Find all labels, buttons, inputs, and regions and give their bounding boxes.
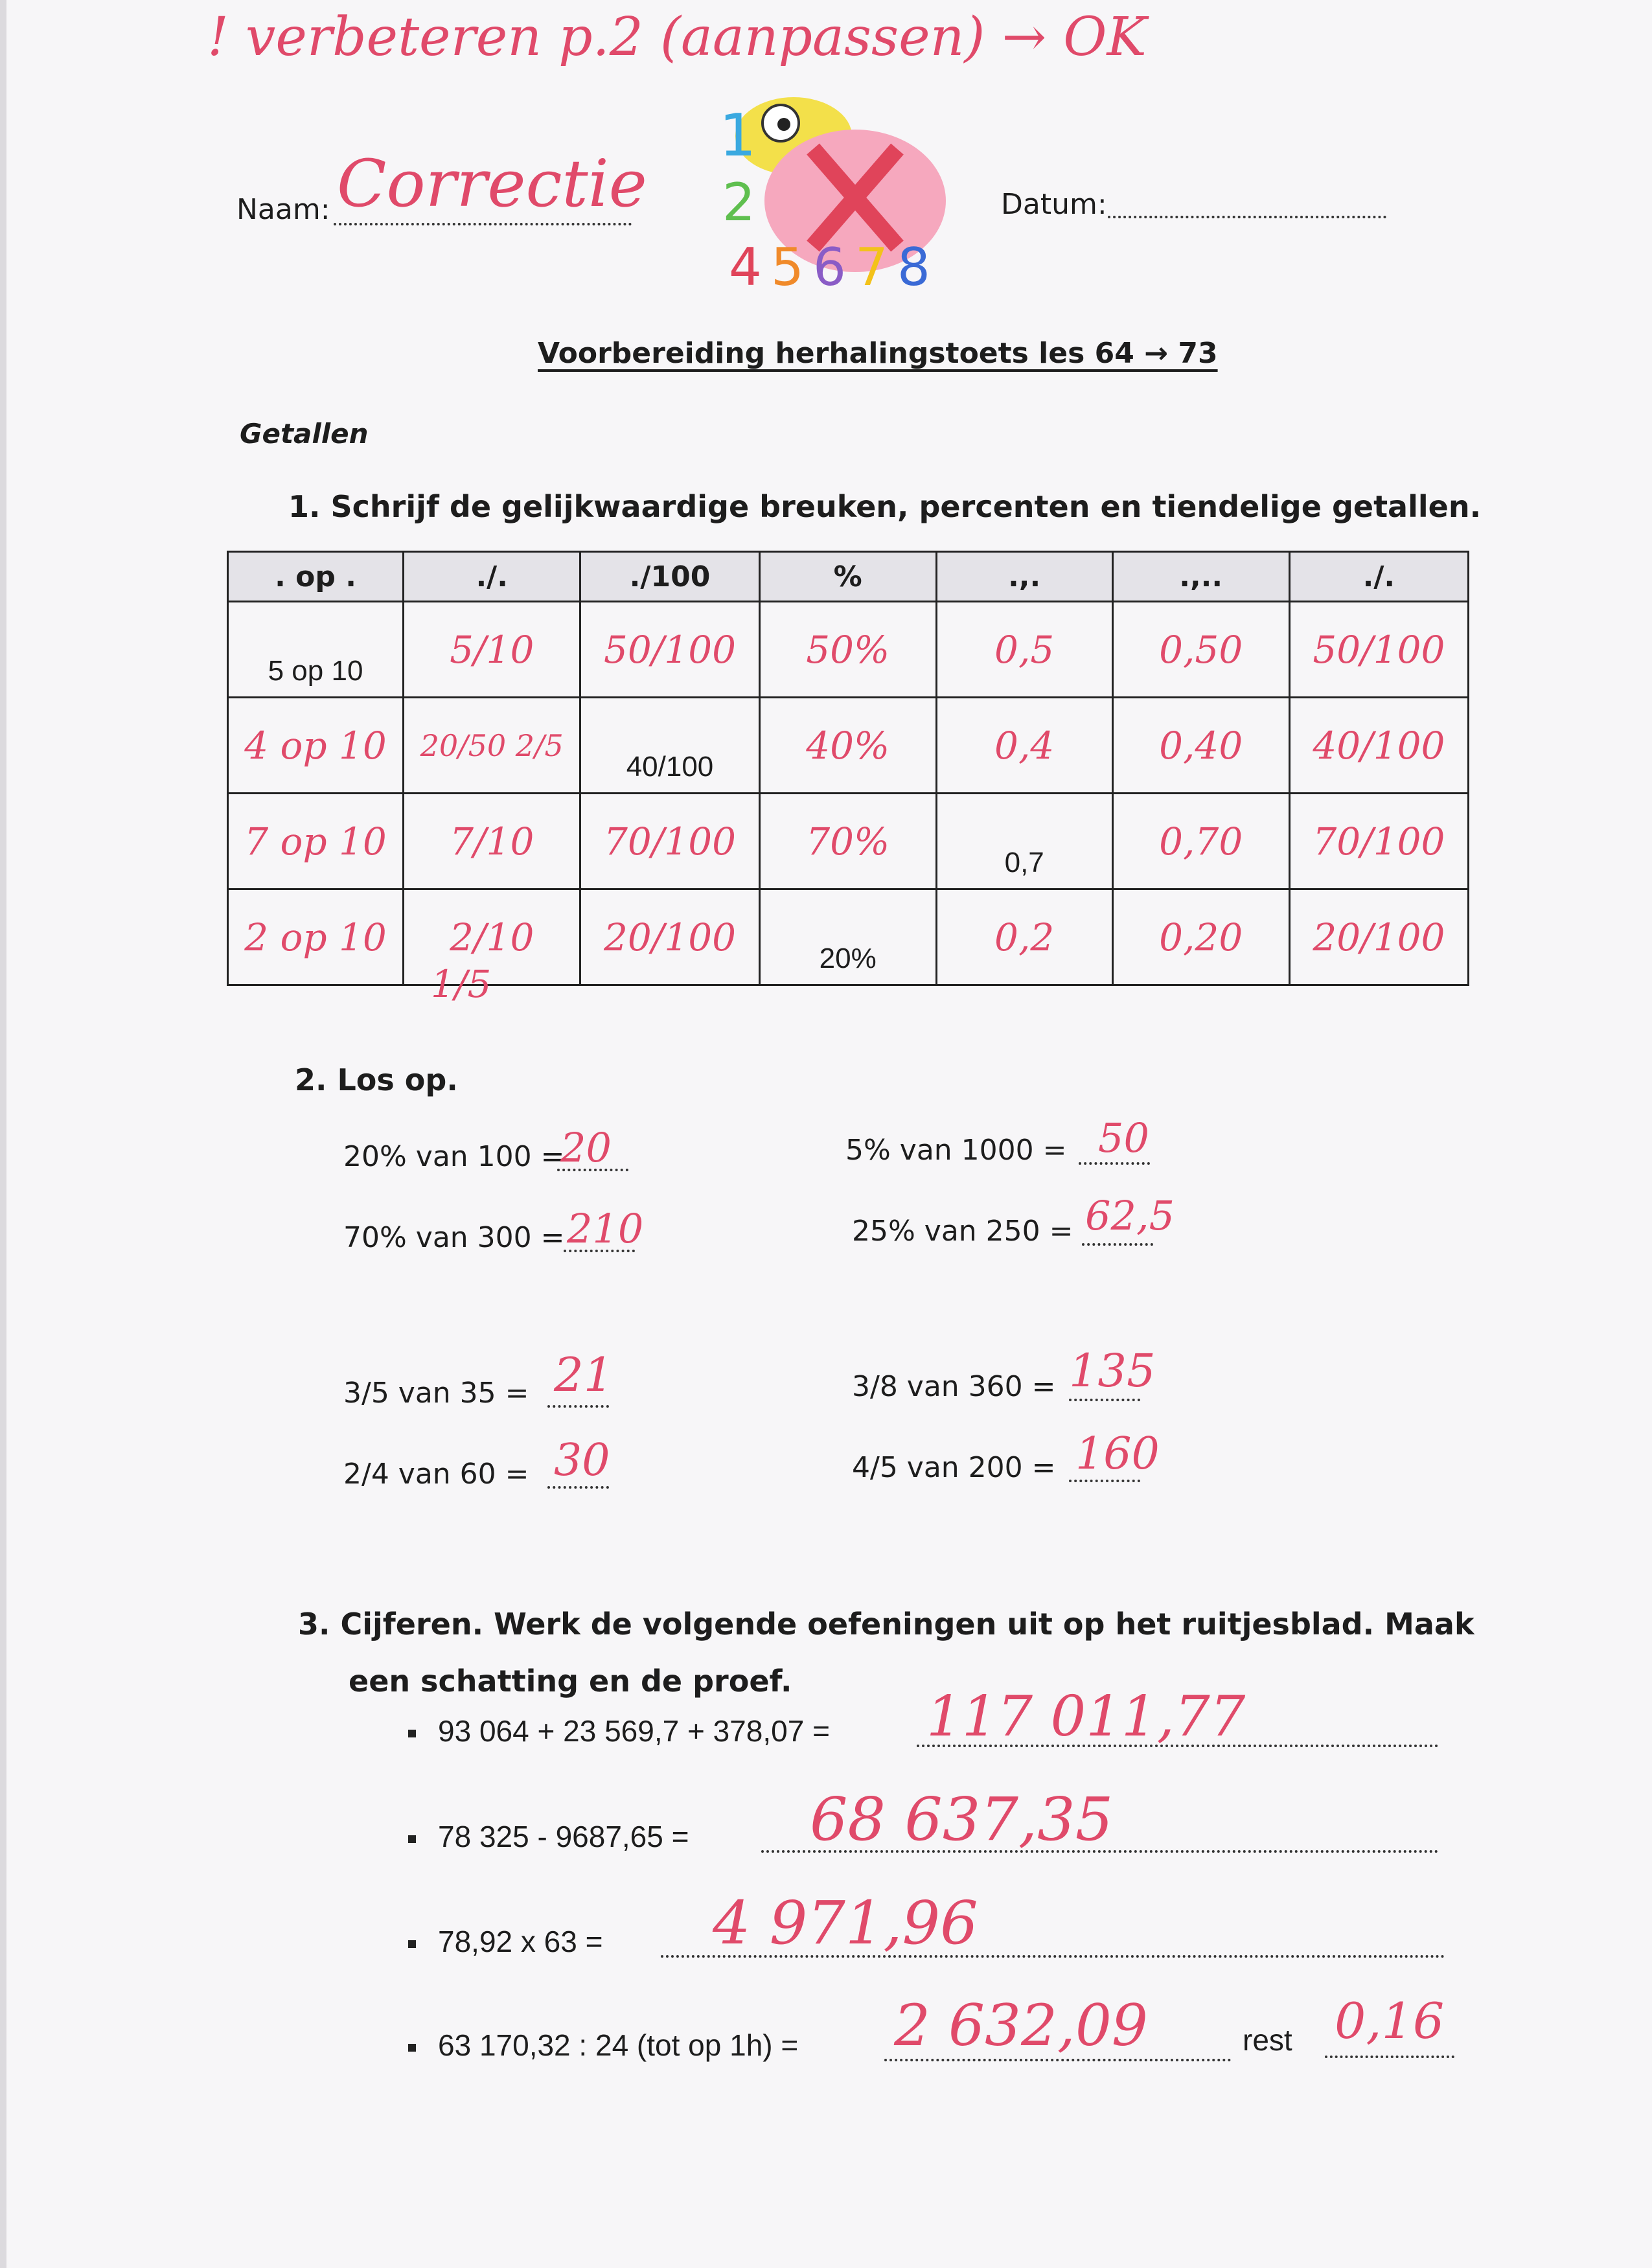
- svg-text:2: 2: [722, 172, 755, 233]
- q2-item-answer: 21: [554, 1347, 614, 1402]
- table-cell: 70%: [759, 794, 936, 889]
- table-cell: 0,70: [1112, 794, 1289, 889]
- q2-item-answer: 30: [554, 1435, 610, 1486]
- q2-item-label: 25% van 250 =: [852, 1215, 1073, 1248]
- exercise-answer: 68 637,35: [810, 1785, 1114, 1854]
- column-header: ./.: [1289, 552, 1468, 602]
- section-heading: Getallen: [240, 418, 369, 450]
- table-cell: 0,5: [936, 602, 1112, 698]
- q2-item-answer: 210: [567, 1205, 644, 1252]
- q2-item-answer: 20: [560, 1124, 612, 1171]
- table-cell: 20/50 2/5: [404, 698, 580, 794]
- q2-item-answer: 160: [1075, 1428, 1160, 1480]
- top-correction-note: ! verbeteren p.2 (aanpassen) → OK: [207, 6, 1147, 68]
- conversion-table: [227, 551, 1469, 986]
- q2-item-label: 4/5 van 200 =: [852, 1451, 1056, 1484]
- date-label: Datum:: [1001, 188, 1107, 221]
- table-cell: 7/10: [404, 794, 580, 889]
- q2-prompt: 2. Los op.: [295, 1062, 458, 1097]
- column-header: ./.: [404, 552, 580, 602]
- table-cell: 4 op 10: [228, 698, 404, 794]
- rest-answer: 0,16: [1335, 1992, 1445, 2050]
- page-edge: [0, 0, 6, 2268]
- q3-prompt-line2: een schatting en de proef.: [349, 1664, 792, 1699]
- exercise-answer: 4 971,96: [713, 1888, 978, 1958]
- exercise-label: 63 170,32 : 24 (tot op 1h) =: [438, 2028, 799, 2062]
- numbers-mascot-logo: [709, 78, 956, 298]
- table-cell: 2 op 10: [228, 889, 404, 985]
- table-cell: 5 op 10: [228, 602, 404, 698]
- table-margin-note: 1/5: [431, 962, 492, 1006]
- table-cell: 0,7: [936, 794, 1112, 889]
- q3-prompt-line1: 3. Cijferen. Werk de volgende oefeningen uit op het ruitjesblad. Maak: [298, 1607, 1474, 1642]
- table-cell: 0,50: [1112, 602, 1289, 698]
- exercise-row: [408, 1819, 689, 1854]
- column-header: ./100: [580, 552, 759, 602]
- table-row: [228, 794, 1469, 889]
- name-label: Naam:: [236, 193, 330, 226]
- bullet-icon: [408, 1940, 416, 1948]
- q1-prompt: 1. Schrijf de gelijkwaardige breuken, percenten en tiendelige getallen.: [288, 489, 1482, 524]
- q2-item-label: 2/4 van 60 =: [343, 1458, 529, 1491]
- table-cell: 50%: [759, 602, 936, 698]
- column-header: . op .: [228, 552, 404, 602]
- svg-text:1: 1: [719, 102, 757, 170]
- exercise-row: [408, 2028, 798, 2063]
- table-cell: 50/100: [580, 602, 759, 698]
- q2-item-answer: 135: [1069, 1344, 1156, 1397]
- table-cell: 70/100: [1289, 794, 1468, 889]
- table-cell: 0,4: [936, 698, 1112, 794]
- q2-item-label: 5% van 1000 =: [845, 1134, 1067, 1167]
- q2-item-label: 3/8 van 360 =: [852, 1370, 1056, 1403]
- svg-text:6: 6: [813, 237, 846, 297]
- name-value: Correctie: [337, 146, 647, 222]
- table-cell: 0,20: [1112, 889, 1289, 985]
- svg-text:8: 8: [897, 237, 930, 297]
- svg-text:5: 5: [771, 237, 804, 297]
- q2-item-label: 3/5 van 35 =: [343, 1377, 529, 1410]
- q2-item-label: 70% van 300 =: [343, 1221, 565, 1254]
- bullet-icon: [408, 1835, 416, 1843]
- table-cell: 70/100: [580, 794, 759, 889]
- table-cell: 40/100: [580, 698, 759, 794]
- column-header: .,..: [1112, 552, 1289, 602]
- page-title: Voorbereiding herhalingstoets les 64 → 73: [538, 337, 1218, 370]
- table-cell: 7 op 10: [228, 794, 404, 889]
- table-cell: 20%: [759, 889, 936, 985]
- table-header-row: [228, 552, 1469, 602]
- exercise-answer: 2 632,09: [894, 1992, 1148, 2059]
- column-header: .,.: [936, 552, 1112, 602]
- exercise-label: 78,92 x 63 =: [438, 1925, 603, 1958]
- svg-text:7: 7: [855, 237, 888, 297]
- table-row: [228, 698, 1469, 794]
- table-row: [228, 889, 1469, 985]
- table-cell: 40/100: [1289, 698, 1468, 794]
- bullet-icon: [408, 2044, 416, 2052]
- table-cell: 0,2: [936, 889, 1112, 985]
- date-field: [1108, 191, 1386, 218]
- q2-item-answer: 50: [1098, 1114, 1149, 1162]
- exercise-answer: 117 011,77: [926, 1684, 1246, 1749]
- table-cell: 20/100: [580, 889, 759, 985]
- exercise-label: 78 325 - 9687,65 =: [438, 1820, 689, 1853]
- svg-text:4: 4: [729, 237, 762, 297]
- table-cell: 50/100: [1289, 602, 1468, 698]
- exercise-row: [408, 1713, 830, 1748]
- bullet-icon: [408, 1730, 416, 1737]
- table-cell: 40%: [759, 698, 936, 794]
- q2-item-answer: 62,5: [1085, 1192, 1175, 1239]
- q2-item-label: 20% van 100 =: [343, 1140, 565, 1173]
- column-header: %: [759, 552, 936, 602]
- table-cell: 2/10: [404, 889, 580, 985]
- table-cell: 0,40: [1112, 698, 1289, 794]
- exercise-label: 93 064 + 23 569,7 + 378,07 =: [438, 1714, 830, 1748]
- table-cell: 5/10: [404, 602, 580, 698]
- table-row: [228, 602, 1469, 698]
- rest-label: rest: [1243, 2023, 1292, 2057]
- exercise-row: [408, 1924, 602, 1959]
- table-cell: 20/100: [1289, 889, 1468, 985]
